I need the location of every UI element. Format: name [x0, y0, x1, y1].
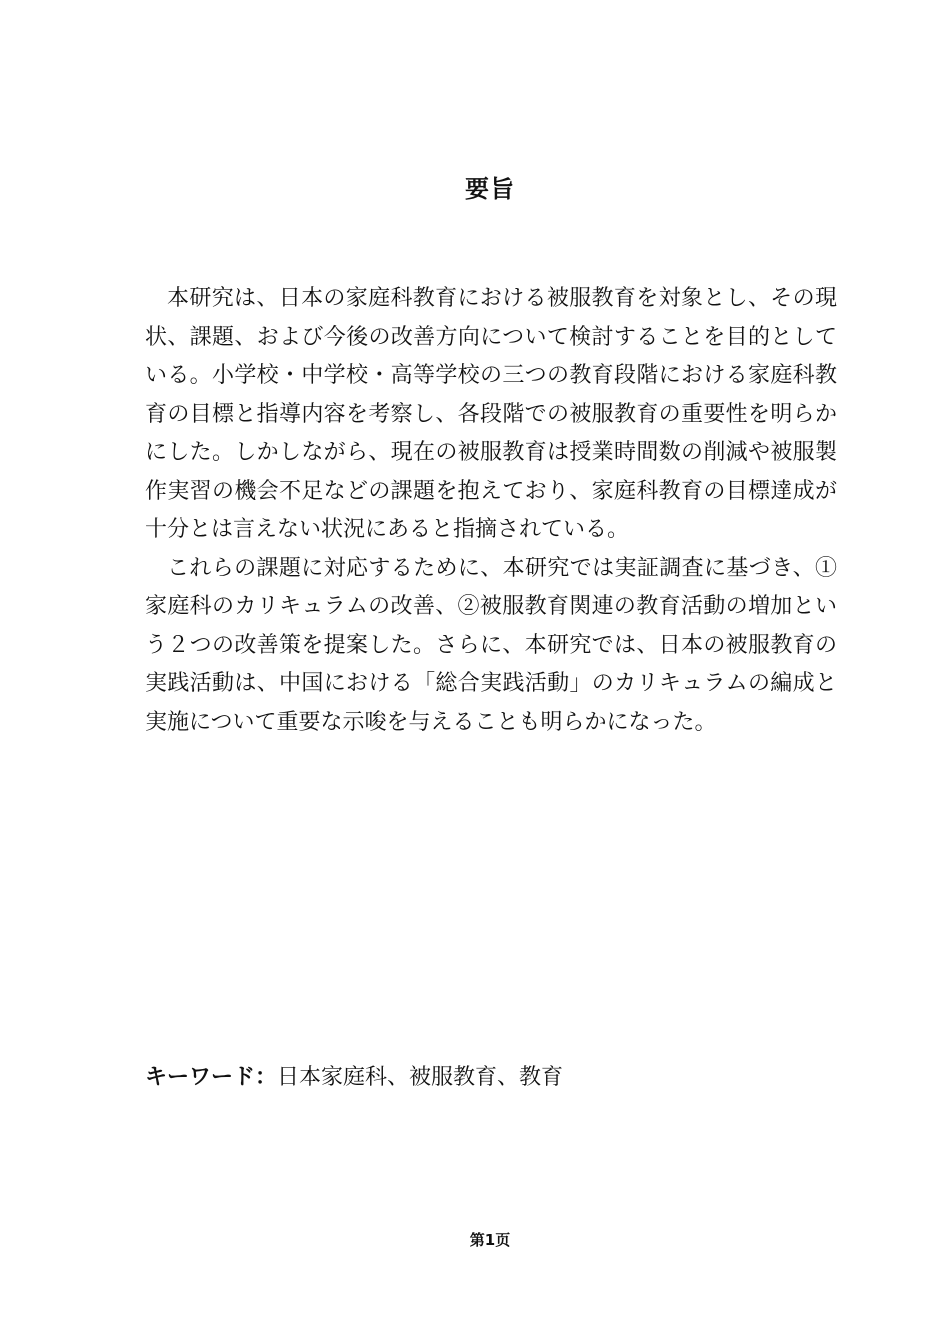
- keywords-label: キーワード：: [145, 1065, 278, 1090]
- keywords-line: [145, 1061, 837, 1095]
- abstract-body: [145, 280, 837, 742]
- abstract-paragraph-2: これらの課題に対応するために、本研究では実証調査に基づき、①家庭科のカリキュラムの改善、②被服教育関連の教育活動の増加という２つの改善策を提案した。さらに、本研究では、日本の被服教育の実践活動は、中国における「総合実践活動」のカリキュラムの編成と実施について重要な示唆を与えることも明らかになった。: [145, 555, 837, 735]
- page-title: 要旨: [465, 175, 515, 203]
- keywords-value: 日本家庭科、被服教育、教育: [277, 1065, 564, 1090]
- page-number: 第1页: [469, 1231, 511, 1249]
- abstract-paragraph-1: 本研究は、日本の家庭科教育における被服教育を対象とし、その現状、課題、および今後の改善方向について検討することを目的としている。小学校・中学校・高等学校の三つの教育段階における家庭科教育の目標と指導内容を考察し、各段階での被服教育の重要性を明らかにした。しかしながら、現在の被服教育は授業時間数の削減や被服製作実習の機会不足などの課題を抱えており、家庭科教育の目標達成が十分とは言えない状況にあると指摘されている。: [145, 286, 837, 542]
